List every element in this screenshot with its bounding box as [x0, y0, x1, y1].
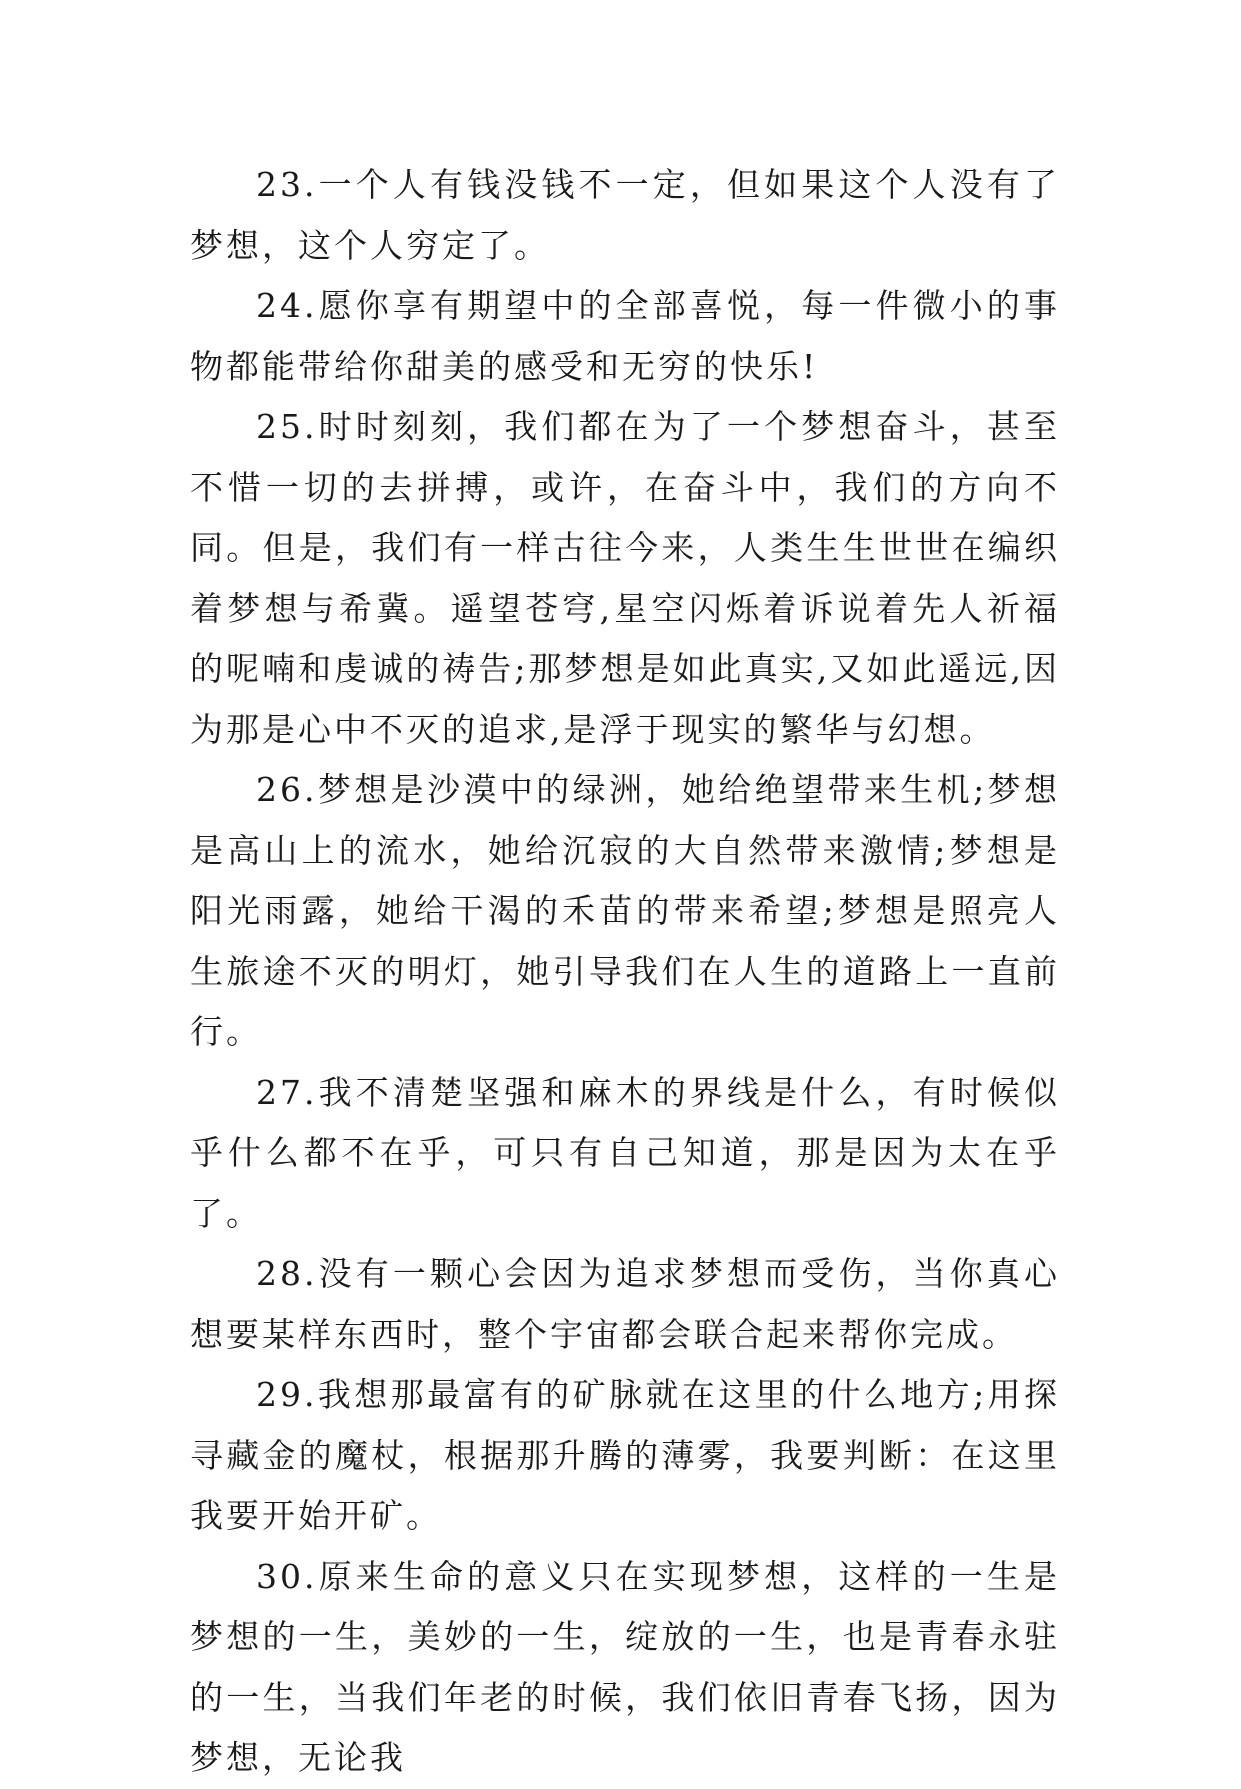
- paragraph-29: 29.我想那最富有的矿脉就在这里的什么地方;用探寻藏金的魔杖，根据那升腾的薄雾，我要判断：在这里我要开始开矿。: [190, 1375, 1060, 1535]
- paragraph-30: 30.原来生命的意义只在实现梦想，这样的一生是梦想的一生，美妙的一生，绽放的一生，也是青春永驻的一生，当我们年老的时候，我们依旧青春飞扬，因为梦想，无论我: [190, 1556, 1060, 1777]
- paragraph-27: 27.我不清楚坚强和麻木的界线是什么，有时候似乎什么都不在乎，可只有自己知道，那是因为太在乎了。: [190, 1072, 1060, 1233]
- paragraph-23: 23.一个人有钱没钱不一定，但如果这个人没有了梦想，这个人穷定了。: [190, 165, 1060, 265]
- document-body: [190, 155, 1060, 1789]
- paragraph-28: 28.没有一颗心会因为追求梦想而受伤，当你真心想要某样东西时，整个宇宙都会联合起来帮你完成。: [190, 1254, 1060, 1354]
- paragraph-26: 26.梦想是沙漠中的绿洲，她给绝望带来生机;梦想是高山上的流水，她给沉寂的大自然带来激情;梦想是阳光雨露，她给干渴的禾苗的带来希望;梦想是照亮人生旅途不灭的明灯，她引导我们在人生的道路上一直前行。: [190, 770, 1060, 1051]
- paragraph-24: 24.愿你享有期望中的全部喜悦，每一件微小的事物都能带给你甜美的感受和无穷的快乐!: [190, 286, 1060, 386]
- paragraph-25: 25.时时刻刻，我们都在为了一个梦想奋斗，甚至不惜一切的去拼搏，或许，在奋斗中，我们的方向不同。但是，我们有一样古往今来，人类生生世世在编织着梦想与希冀。遥望苍穹,星空闪烁着诉说着先人祈福的呢喃和虔诚的祷告;那梦想是如此真实,又如此遥远,因为那是心中不灭的追求,是浮于现实的繁华与幻想。: [190, 407, 1060, 749]
